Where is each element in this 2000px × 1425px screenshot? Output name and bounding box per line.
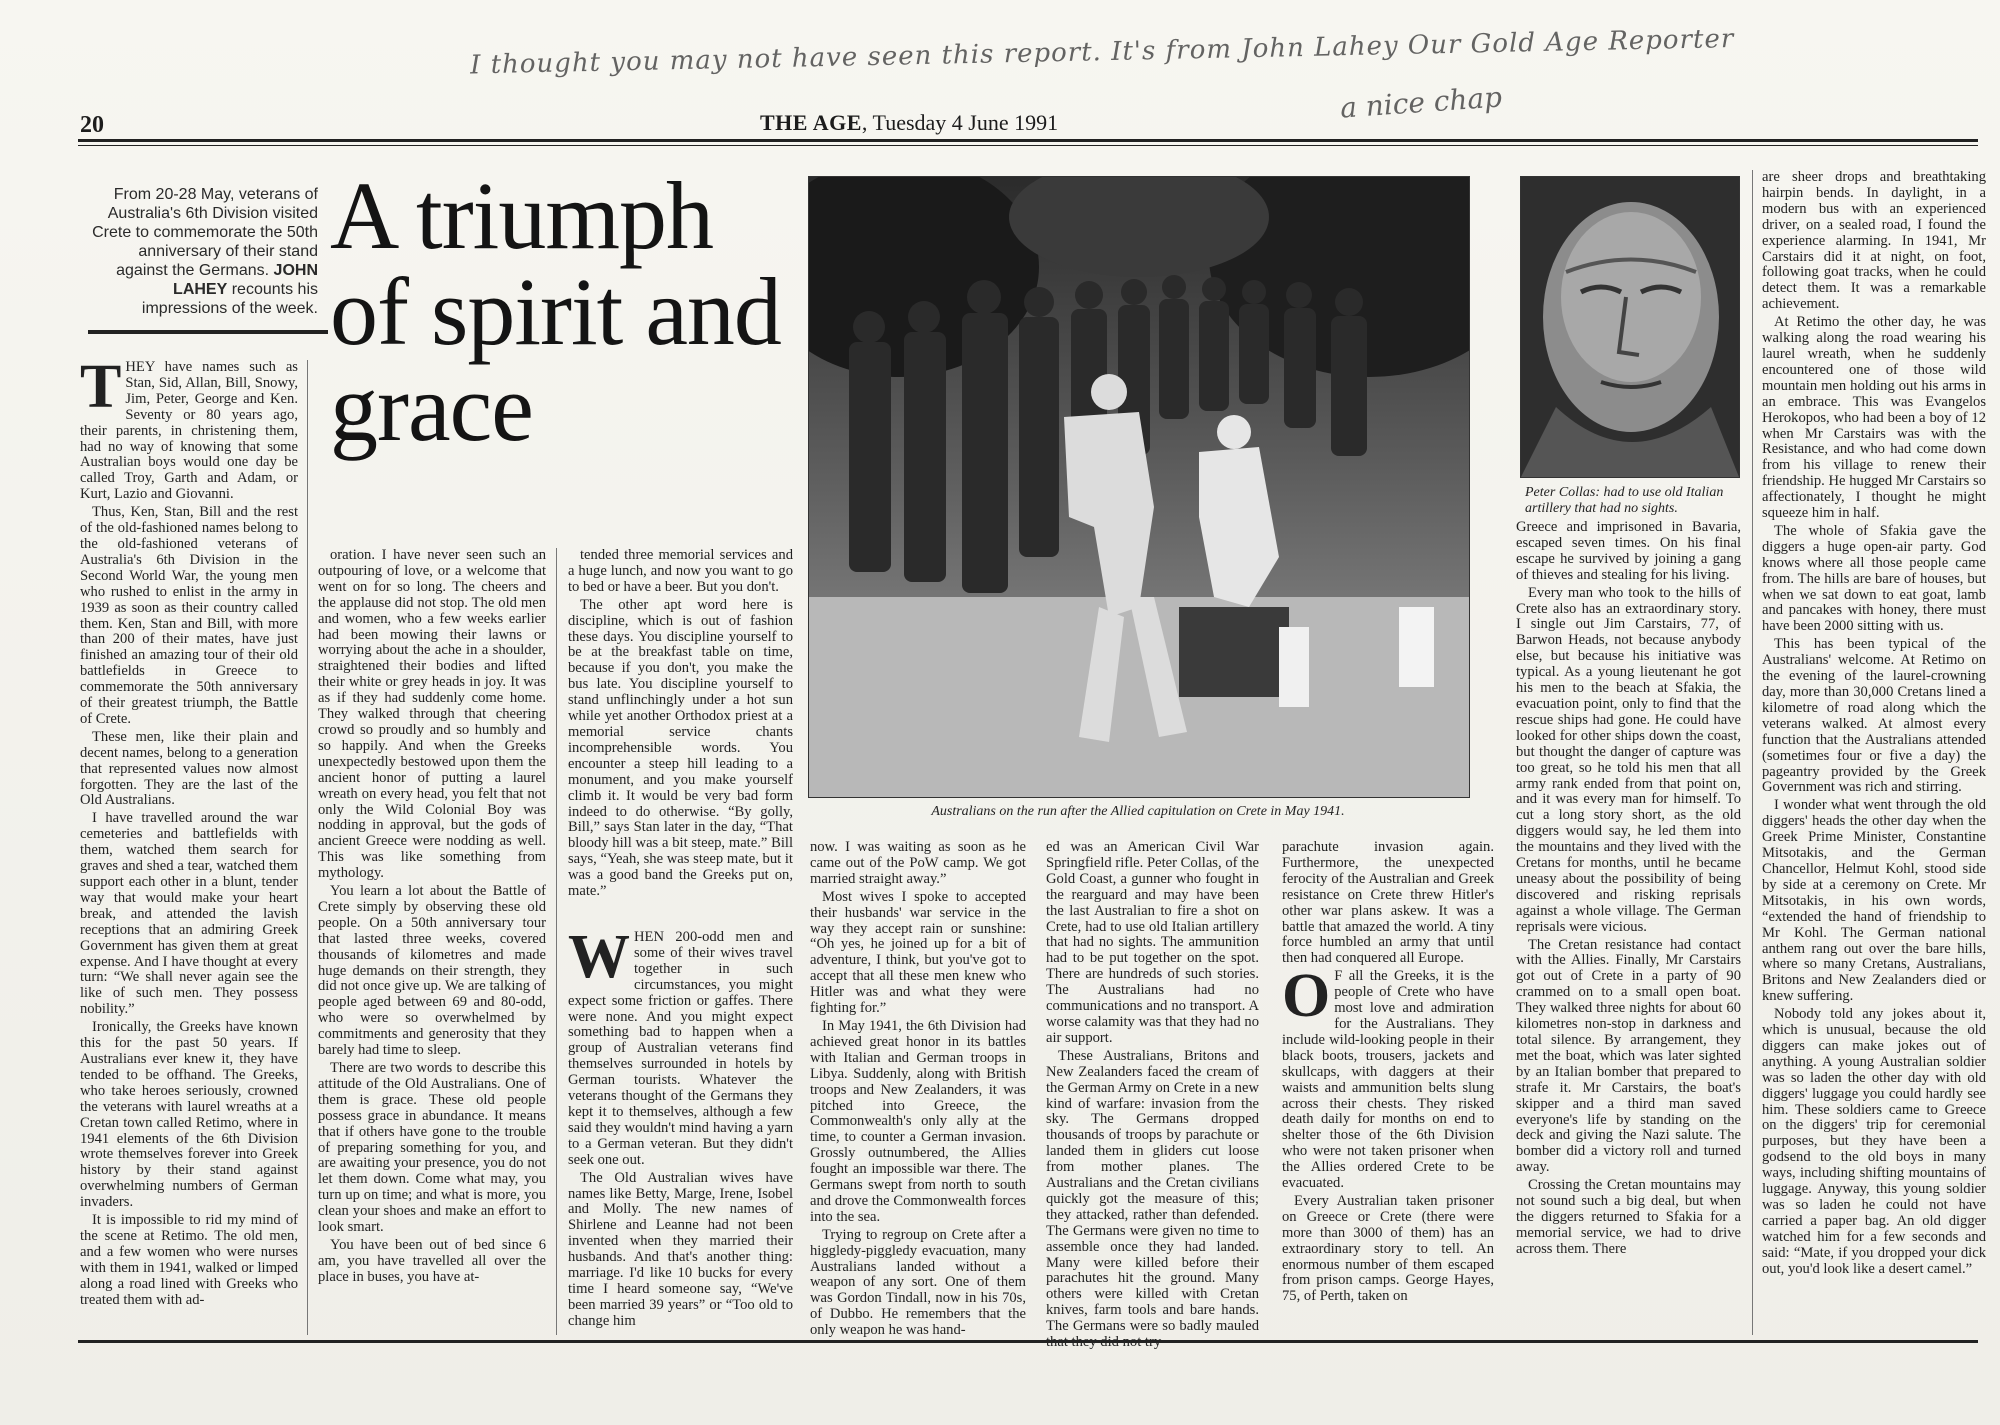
byline: JOHN LAHEY xyxy=(173,262,318,298)
portrait-photo-caption: Peter Collas: had to use old Italian artillery that had no sights. xyxy=(1525,485,1724,516)
standfirst xyxy=(88,185,318,318)
paragraph-text: parachute invasion again. Furthermore, the unexpected ferocity of the Australian and Greek resistance on Crete threw Hitler's other war plans askew. It was a battle that amazed the world. A tiny force humbled an army that until then had conquered all Europe. xyxy=(1282,839,1494,967)
paragraph-text: You learn a lot about the Battle of Crete simply by observing these old people. On a 50th anniversary tour that lasted three weeks, covered thousands of kilometres and made huge demands on their strength, they did not once give up. We are talking of people aged between 69 and 80-odd, who were so overwhelmed by commitments and generosity that they barely had time to sleep. xyxy=(318,883,546,1059)
paragraph-text: I wonder what went through the old diggers' heads the other day when the Greek Prime Minister, Constantine Mitsotakis, and the German Chancellor, Helmut Kohl, stood side by side at a ceremony on Crete. Mr Mitsotakis, in his own words, “extended the hand of friendship to Mr Kohl. The German national anthem rang out over the bare hills, where so many Cretans, Australians, Britons and New Zealanders died or knew suffering. xyxy=(1762,797,1986,1005)
paragraph-text: These men, like their plain and decent names, belong to a generation that represented values now almost forgotten. They are the last of the Old Australians. xyxy=(80,728,298,809)
paragraph-text: Greece and imprisoned in Bavaria, escaped seven times. On his final escape he survived by joining a gang of thieves and stealing for his living. xyxy=(1516,519,1741,583)
paragraph-text: The other apt word here is discipline, which is out of fashion these days. You discipline yourself to be at the breakfast table on time, because if you don't, you make the bus late. You discipline yourself to stand unflinchingly under a hot sun while yet another Orthodox priest at a memorial service chants incomprehensible words. You encounter a steep hill leading to a monument, and you make yourself climb it. It would be very bad form indeed to do otherwise. “By golly, Bill,” says Stan later in the day, “That bloody hill was a bit steep, mate.” Bill says, “Yeah, she was steep mate, but it was a good band the Greeks put on, mate.” xyxy=(568,596,793,900)
paragraph-text: Crossing the Cretan mountains may not sound such a big deal, but when the diggers returned to Sfakia for a memorial service, we had to drive across them. There xyxy=(1516,1177,1741,1257)
portrait-photo-image xyxy=(1521,177,1739,477)
paragraph-text: I have travelled around the war cemeteries and battlefields with them, watched them search for graves and shed a tear, watched them support each other in a blunt, tender way that would make your heart break, and attended the lavish receptions that an admiring Greek Government has given them at great expense. And I have thought at every turn: “We shall never again see the like of such men. They possess nobility.” xyxy=(80,810,298,1018)
article-column-5 xyxy=(1046,840,1259,1353)
column-divider xyxy=(307,360,308,1335)
article-paragraph xyxy=(318,1061,546,1236)
handwritten-note: I thought you may not have seen this report. It's from John Lahey Our Gold Age Reporter xyxy=(469,23,1735,81)
article-paragraph xyxy=(1762,170,1986,313)
paragraph-text: tended three memorial services and a huge lunch, and now you want to go to bed or have a beer. But you don't. xyxy=(568,547,793,595)
article-column-8 xyxy=(1762,170,1986,1280)
page-number: 20 xyxy=(80,112,104,138)
paragraph-text: F all the Greeks, it is the people of Crete who have most love and admiration for the Australians. They include wild-looking people in their black boots, trousers, jackets and skullcaps, with daggers at their waists and ammunition belts slung across their chests. They risked death daily for months on end to shelter those of the 6th Division who were not taken prisoner when the Allies ordered Crete to be evacuated. xyxy=(1282,968,1494,1192)
paragraph-text: At Retimo the other day, he was walking along the road wearing his laurel wreath, when he suddenly encountered one of those wild mountain men holding out his arms in an embrace. This was Evangelos Herokopos, who had been a boy of 12 when Mr Carstairs was with the Resistance, and who had come down from his village to renew their friendship. He hugged Mr Carstairs so affectionately, I thought he might squeeze him in half. xyxy=(1762,314,1986,522)
article-column-1 xyxy=(80,353,298,1310)
article-paragraph xyxy=(1046,840,1259,1047)
page-bottom-rule xyxy=(78,1340,1978,1343)
article-paragraph xyxy=(80,730,298,810)
column-divider xyxy=(1752,170,1753,1335)
paragraph-text: The Old Australian wives have names like Betty, Marge, Irene, Isobel and Molly. The new names of Shirlene and Leanne had not been invented when they married their husbands. And that's another thing: marriage. I'd like 10 bucks for every time I heard someone say, “We've been married 39 years” or “Too old to change him xyxy=(568,1169,793,1329)
column-divider xyxy=(556,548,557,1335)
article-paragraph xyxy=(1516,520,1741,584)
paragraph-text: The whole of Sfakia gave the diggers a huge open-air party. God knows where all those people came from. The hills are bare of houses, but when we sat down to eat goat, lamb and pancakes with honey, there must have been 2000 sitting with us. xyxy=(1762,522,1986,635)
article-paragraph xyxy=(80,505,298,728)
article-column-7 xyxy=(1516,520,1741,1260)
article-paragraph xyxy=(810,890,1026,1017)
article-paragraph xyxy=(1762,637,1986,796)
article-paragraph xyxy=(1762,524,1986,635)
article-paragraph xyxy=(80,353,298,503)
paragraph-text: Ironically, the Greeks have known this for the past 50 years. If Australians ever knew it, they have tended to be offhand. The Greeks, who take heroes seriously, crowned the veterans with laurel wreaths at a Cretan town called Retimo, where in 1941 elements of the 6th Division wrote themselves forever into Greek history by their stand against overwhelming numbers of German invaders. xyxy=(80,1019,298,1211)
article-column-3-bottom xyxy=(568,923,793,1332)
article-paragraph xyxy=(1282,962,1494,1192)
main-photo-caption: Australians on the run after the Allied capitulation on Crete in May 1941. xyxy=(931,804,1345,819)
masthead-rule-thin xyxy=(78,145,1978,146)
paragraph-text: Trying to regroup on Crete after a higgledy-piggledy evacuation, many Australians landed without a weapon of any sort. One of them was Gordon Tindall, now in his 70s, of Dubbo. He remembers that the only weapon he was hand- xyxy=(810,1226,1026,1339)
article-paragraph xyxy=(810,1019,1026,1226)
article-paragraph xyxy=(318,548,546,882)
article-paragraph xyxy=(1516,586,1741,936)
main-photo-image xyxy=(809,177,1469,797)
drop-cap: O xyxy=(1282,962,1331,1031)
article-paragraph xyxy=(1282,1194,1494,1305)
paragraph-text: These Australians, Britons and New Zealanders faced the cream of the German Army on Crete in a new kind of warfare: invasion from the sky. The Germans dropped thousands of troops by parachute or landed them in gliders cut loose from mother planes. The Australians and the Cretan civilians quickly got the measure of this; they attacked, rather than defended. The Germans were given no time to assemble once they had landed. Many were killed before their parachutes hit the ground. Many others were killed with Cretan knives, farm tools and bare hands. The Germans were so badly mauled xyxy=(1046,1047,1259,1335)
article-column-3-top xyxy=(568,548,793,902)
paragraph-text: HEN 200-odd men and some of their wives travel together in such circumstances, you might expect some friction or gaffes. There were none. And you might expect something bad to happen when a group of Australian veterans find themselves surrounded in hotels by German tourists. Whatever the veterans thought of the Germans they kept it to themselves, although a few said they wouldn't mind having a yarn to a German veteran. But they didn't seek one out. xyxy=(568,929,793,1168)
headline: A triumph of spirit and grace xyxy=(330,162,781,461)
paragraph-text: HEY have names such as Stan, Sid, Allan, Bill, Snowy, Jim, Peter, George and Ken. Seventy or 80 years ago, their parents, in christening them, had no way of knowing that some Australian boys would one day be called Troy, Garth and Adam, or Kurt, Lazio and Giovanni. xyxy=(80,359,298,503)
article-paragraph xyxy=(1762,315,1986,522)
article-paragraph xyxy=(810,840,1026,888)
article-paragraph xyxy=(1282,840,1494,967)
masthead-rule xyxy=(78,139,1978,142)
article-column-2 xyxy=(318,548,546,1288)
article-paragraph xyxy=(80,811,298,1018)
paragraph-text: There are two words to describe this attitude of the Old Australians. One of them is grace. These old people possess grace in abundance. It means that if others have gone to the trouble of preparing something for you, and are awaiting your presence, you do not let them down. Come what may, you turn up on time; and what is more, you clean your shoes and make an effort to look smart. xyxy=(318,1060,546,1236)
article-paragraph xyxy=(568,598,793,900)
paragraph-text: Thus, Ken, Stan, Bill and the rest of the old-fashioned names belong to the old-fashioned veterans of Australia's 6th Division in the Second World War, the young men who rushed to enlist in the army in 1939 as soon as their country called them. Ken, Stan and Bill, with more than 200 of their mates, have just finished an amazing tour of their old battlefields in Greece to commemorate the 50th anniversary of their greatest triumph, the Battle of Crete. xyxy=(80,504,298,727)
article-paragraph xyxy=(1046,1049,1259,1351)
article-paragraph xyxy=(568,1171,793,1330)
masthead-date: , Tuesday 4 June 1991 xyxy=(861,110,1059,135)
paragraph-text: are sheer drops and breathtaking hairpin bends. In daylight, in a modern bus with an experienced driver, on a sealed road, I found the experience alarming. In 1941, Mr Carstairs did it at night, on foot, following goat tracks, when he could detect them. It was a remarkable achievement. xyxy=(1762,169,1986,313)
article-paragraph xyxy=(80,1213,298,1308)
article-paragraph xyxy=(1762,1007,1986,1277)
paragraph-text: It is impossible to rid my mind of the scene at Retimo. The old men, and a few women who were nurses with them in 1941, walked or limped along a road lined with Greeks who treated them with ad- xyxy=(80,1212,298,1308)
article-paragraph xyxy=(318,1238,546,1286)
standfirst-rule xyxy=(88,330,328,334)
main-photo xyxy=(808,176,1470,798)
article-paragraph xyxy=(1516,1178,1741,1258)
paragraph-text: In May 1941, the 6th Division had achieved great honor in its battles with Italian and German troops in Libya. Suddenly, along with British troops and New Zealanders, it was pitched into Greece, the Commonwealth's only ally at the time, to counter a German invasion. Grossly outnumbered, the Allies fought an impossible war there. The Germans swept from north to south and drove the Commonwealth forces into the sea. xyxy=(810,1017,1026,1225)
paragraph-text: You have been out of bed since 6 am, you have travelled all over the place in buses, you have at- xyxy=(318,1236,546,1285)
paragraph-text: The Cretan resistance had contact with the Allies. Finally, Mr Carstairs got out of Crete in a party of 90 crammed on to a small open boat. They walked three nights for about 60 kilometres non-stop in darkness and total silence. By arrangement, they met the boat, which was later sighted by an Italian bomber that prepared to strafe it. Mr Carstairs, the boat's skipper and a third man saved everyone's life by standing on the deck and giving the Nazi salute. The bomber did a victory roll and turned away. xyxy=(1516,936,1741,1176)
handwritten-note-signoff: a nice chap xyxy=(1339,80,1504,125)
paragraph-text: Every man who took to the hills of Crete also has an extraordinary story. I single out Jim Carstairs, 77, of Barwon Heads, not because anybody else, but because his initiative was typical. As a young lieutenant he got his men to the beach at Sfakia, the evacuation point, only to find that the rescue ships had gone. He could have looked for other ships down the coast, but thought the danger of capture was too great, so he told his men that all army rank ended from that point on, and it was every man for himself. To cut a long story short, as the old diggers would say, he led them into the mountains and they lived with the Cretans for months, until he became uneasy about the possibility of being discovered and risking reprisals against a whole village. The German reprisals were vicious. xyxy=(1516,584,1741,935)
paragraph-text: This has been typical of the Australians' welcome. At Retimo on the evening of the laurel-crowning day, more than 30,000 Cretans lined a kilometre of road along which the veterans walked. At almost every function that the Australians attended (sometimes four or five a day) the pageantry provided by the Greek Government was rich and stirring. xyxy=(1762,636,1986,796)
masthead-paper: THE AGE xyxy=(760,110,862,135)
paragraph-text: Most wives I spoke to accepted their husbands' war service in the way they accept rain or sunshine: “Oh yes, he joined up for a bit of adventure, I think, but you've got to accept that all these men knew who Hitler was and what they were fighting for.” xyxy=(810,888,1026,1017)
paragraph-text: Every Australian taken prisoner on Greece or Crete (there were more than 3000 of them) has an extraordinary story to tell. An enormous number of them escaped from prison camps. George Hayes, 75, of Perth, taken on xyxy=(1282,1192,1494,1305)
article-paragraph xyxy=(568,923,793,1169)
article-paragraph xyxy=(80,1020,298,1211)
paragraph-text: now. I was waiting as soon as he came out of the PoW camp. We got married straight away.” xyxy=(810,839,1026,887)
portrait-photo xyxy=(1520,176,1740,478)
paragraph-text: ed was an American Civil War Springfield rifle. Peter Collas, of the Gold Coast, a gunner who fought in the rearguard and may have been the last Australian to fire a shot on Crete, had to use old Italian artillery that had no sights. The ammunition had to be put together on the spot. There are hundreds of such stories. The Australians had no communications and no transport. A worse calamity was that they had no air support. xyxy=(1046,839,1259,1046)
standfirst-tail: recounts his impressions of the week. xyxy=(141,281,318,317)
article-paragraph xyxy=(318,884,546,1059)
masthead xyxy=(760,110,1058,136)
drop-cap: T xyxy=(80,353,122,421)
article-paragraph xyxy=(1762,798,1986,1005)
paragraph-text: Nobody told any jokes about it, which is unusual, because the old diggers can make jokes out of anything. A young Australian soldier was so laden the other day with old diggers' luggage you could hardly see him. These soldiers came to Greece on the diggers' trip for ceremonial purposes, but they have been a godsend to the old boys in many ways, including shifting mountains of luggage. Anyway, this young soldier was so laden he could not have carried a paper bag. An old digger watched him for a few seconds and said: “Mate, if you dropped your dick out, you'd look like a desert camel.” xyxy=(1762,1006,1986,1277)
article-paragraph xyxy=(810,1228,1026,1339)
article-paragraph xyxy=(1516,938,1741,1177)
article-column-6 xyxy=(1282,840,1494,1307)
paragraph-text: oration. I have never seen such an outpouring of love, or a welcome that went on for so long. The cheers and the applause did not stop. The old men and women, who a few weeks earlier had been mowing their lawns or worrying about the ache in a shoulder, straightened their bodies and lifted their white or grey heads in joy. It was as if they had suddenly come home. They walked through that cheering crowd so proudly and so humbly and so happily. And when the Greeks unexpectedly bestowed upon them the ancient honor of putting a laurel wreath on every head, you felt that not only the Wild Colonial Boy was nodding in approval, but the gods of ancient Greece were nodding as well. This was like something from mythology. xyxy=(318,547,546,882)
article-paragraph xyxy=(568,548,793,596)
article-column-4 xyxy=(810,840,1026,1341)
drop-cap: W xyxy=(568,923,630,991)
standfirst-text: From 20-28 May, veterans of Australia's 6th Division visited Crete to commemorate the 50th anniversary of their stand against the Germans. xyxy=(92,186,318,279)
